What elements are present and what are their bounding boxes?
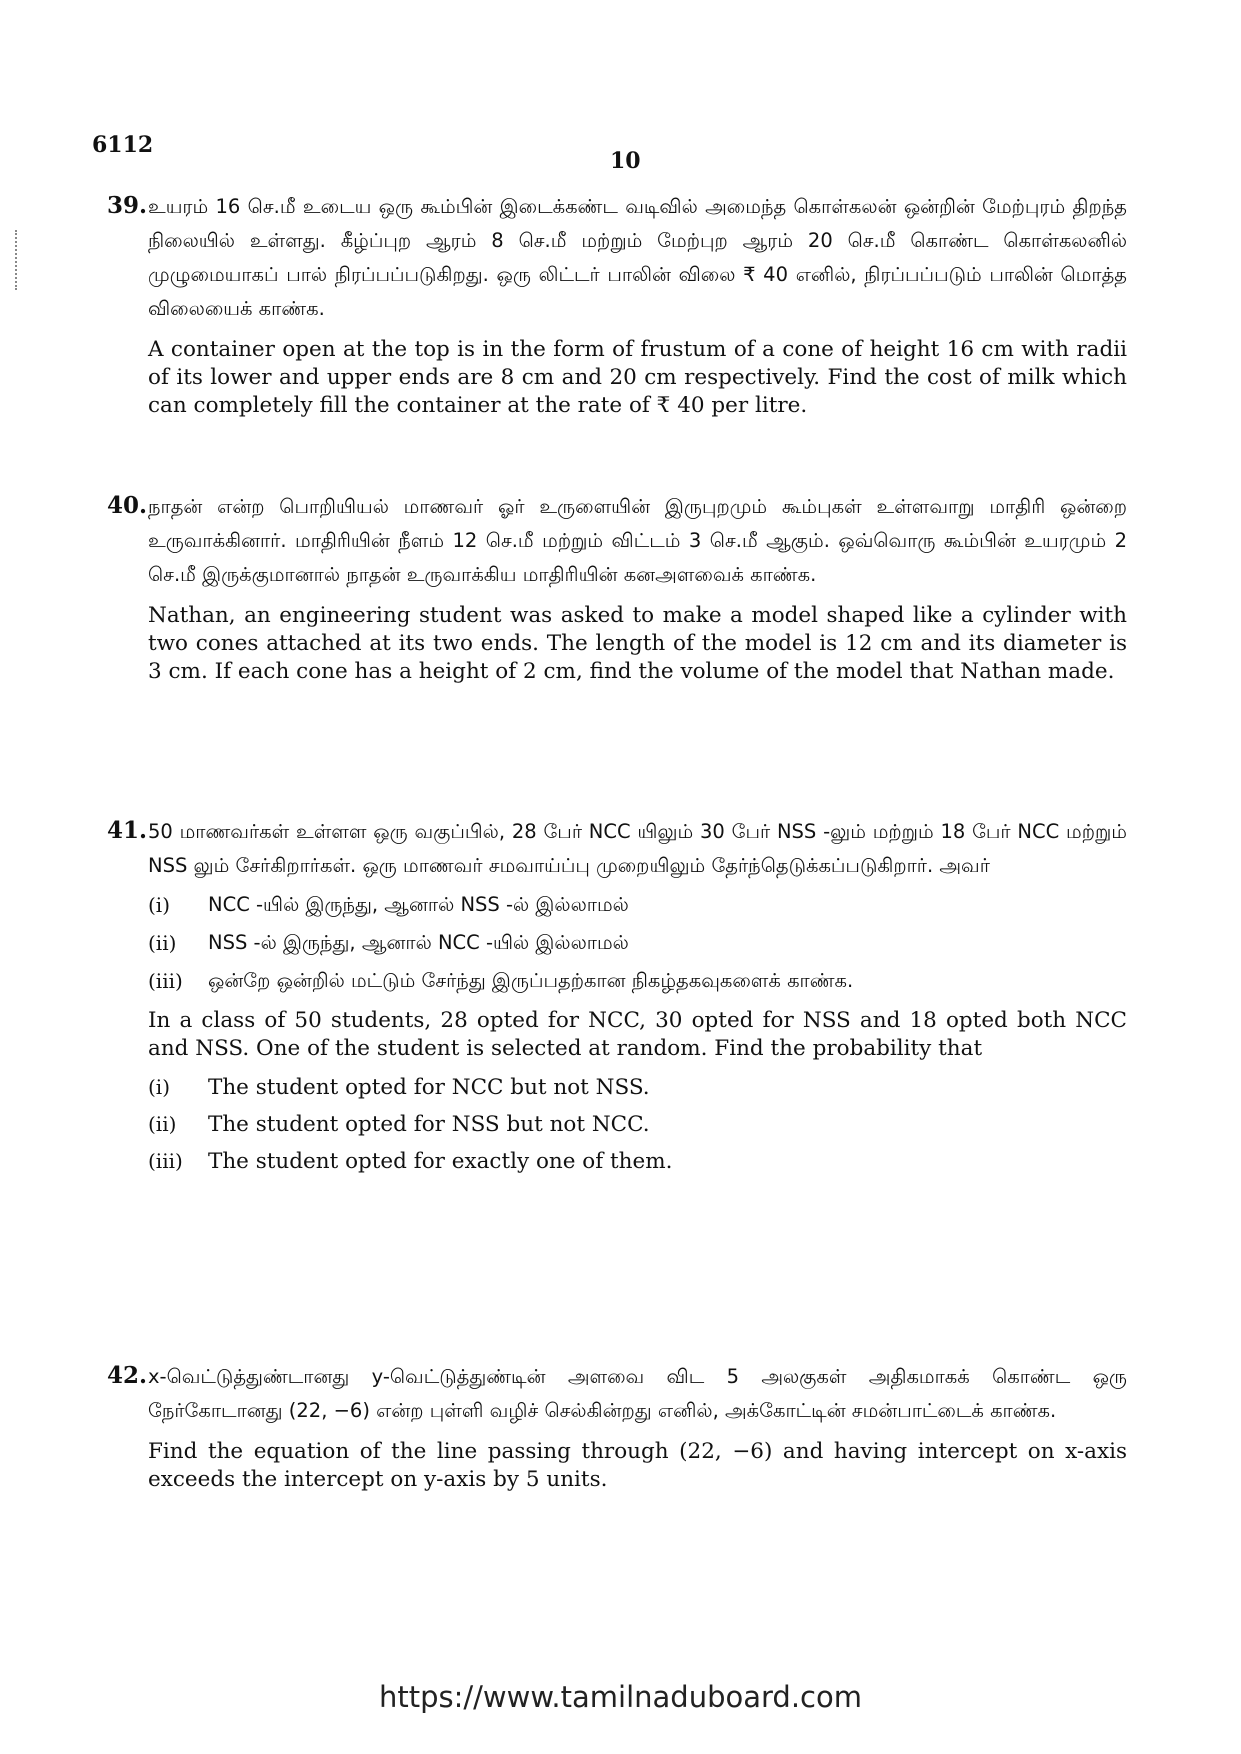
page-number: 10 (610, 148, 641, 174)
question-40 (92, 490, 1127, 686)
part-text: NSS -ல் இருந்து, ஆனால் NCC -யில் இல்லாமல் (208, 931, 629, 954)
question-number: 41. (106, 817, 147, 844)
part-label: (iii) (148, 1149, 183, 1173)
part-text: The student opted for exactly one of them. (208, 1149, 673, 1174)
question-part (148, 893, 1127, 919)
question-text-tamil: x-வெட்டுத்துண்டானது y-வெட்டுத்துண்டின் அளவை விட 5 அலகுகள் அதிகமாகக் கொண்ட ஒரு நேர்கோடானது (22, −6) என்ற புள்ளி வழிச் செல்கின்றது எனில், அக்கோட்டின் சமன்பாட்டைக் காண்க. (148, 1365, 1127, 1422)
part-text: The student opted for NCC but not NSS. (208, 1075, 650, 1100)
question-text-tamil: நாதன் என்ற பொறியியல் மாணவர் ஓர் உருளையின் இருபுறமும் கூம்புகள் உள்ளவாறு மாதிரி ஒன்றை உருவாக்கினார். மாதிரியின் நீளம் 12 செ.மீ மற்றும் விட்டம் 3 செ.மீ ஆகும். ஒவ்வொரு கூம்பின் உயரமும் 2 செ.மீ இருக்குமானால் நாதன் உருவாக்கிய மாதிரியின் கனஅளவைக் காண்க. (148, 495, 1127, 586)
question-41 (92, 815, 1127, 1186)
question-text-tamil: உயரம் 16 செ.மீ உடைய ஒரு கூம்பின் இடைக்கண்ட வடிவில் அமைந்த கொள்கலன் ஒன்றின் மேற்புரம் திறந்த நிலையில் உள்ளது. கீழ்ப்புற ஆரம் 8 செ.மீ மற்றும் மேற்புற ஆரம் 20 செ.மீ கொண்ட கொள்கலனில் முழுமையாகப் பால் நிரப்பப்படுகிறது. ஒரு லிட்டர் பாலின் விலை ₹ 40 எனில், நிரப்பப்படும் பாலின் மொத்த விலையைக் காண்க. (148, 195, 1127, 320)
part-text: NCC -யில் இருந்து, ஆனால் NSS -ல் இல்லாமல் (208, 893, 629, 916)
question-part (148, 969, 1127, 995)
question-number: 40. (106, 492, 147, 519)
part-label: (iii) (148, 969, 183, 993)
part-label: (i) (148, 893, 171, 917)
question-part (148, 931, 1127, 957)
part-label: (ii) (148, 1112, 177, 1136)
paper-code: 6112 (92, 132, 154, 158)
part-text: ஒன்றே ஒன்றில் மட்டும் சேர்ந்து இருப்பதற்கான நிகழ்தகவுகளைக் காண்க. (208, 969, 854, 992)
footer-url: https://www.tamilnaduboard.com (378, 1680, 862, 1714)
question-text-english: A container open at the top is in the form of frustum of a cone of height 16 cm with radii of its lower and upper ends are 8 cm and 20 cm respectively. Find the cost of milk which can completely fill the container at the rate of ₹ 40 per litre. (148, 337, 1127, 418)
part-text: The student opted for NSS but not NCC. (208, 1112, 650, 1137)
question-text-tamil: 50 மாணவர்கள் உள்ளள ஒரு வகுப்பில், 28 பேர் NCC யிலும் 30 பேர் NSS -லும் மற்றும் 18 பேர் NCC மற்றும் NSS லும் சேர்கிறார்கள். ஒரு மாணவர் சமவாய்ப்பு முறையிலும் தேர்ந்தெடுக்கப்படுகிறார். அவர் (148, 820, 1127, 877)
question-number: 39. (106, 192, 147, 219)
question-42 (92, 1360, 1127, 1494)
question-number: 42. (106, 1362, 147, 1389)
part-label: (ii) (148, 931, 177, 955)
question-text-english: Find the equation of the line passing through (22, −6) and having intercept on x-axis exceeds the intercept on y-axis by 5 units. (148, 1439, 1127, 1492)
question-part (148, 1149, 1127, 1174)
question-text-english: Nathan, an engineering student was asked to make a model shaped like a cylinder with two cones attached at its two ends. The length of the model is 12 cm and its diameter is 3 cm. If each cone has a height of 2 cm, find the volume of the model that Nathan made. (148, 603, 1127, 684)
question-part (148, 1112, 1127, 1137)
part-label: (i) (148, 1075, 171, 1099)
question-text-english: In a class of 50 students, 28 opted for NCC, 30 opted for NSS and 18 opted both NCC and NSS. One of the student is selected at random. Find the probability that (148, 1008, 1127, 1061)
question-39 (92, 190, 1127, 420)
margin-mark (15, 230, 18, 290)
question-part (148, 1075, 1127, 1100)
